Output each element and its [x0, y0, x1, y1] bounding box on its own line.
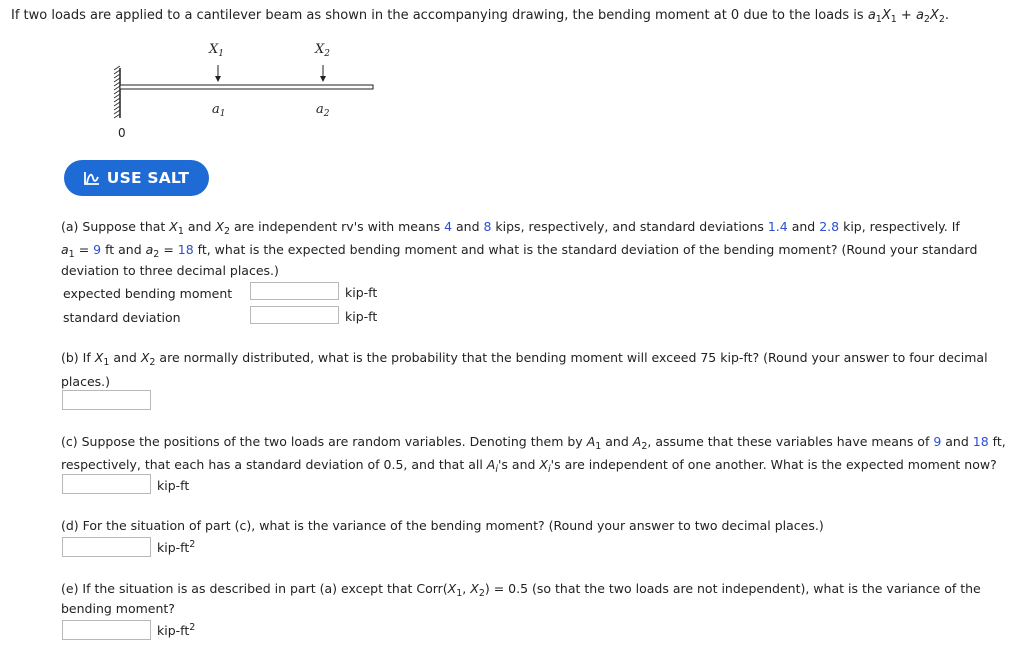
probability-input[interactable] [62, 390, 151, 410]
cantilever-beam-diagram [112, 38, 382, 151]
var-a1: a [867, 8, 876, 23]
text: ft, what is the expected bending moment and what is the standard deviation of the bending moment? (Round your standard [193, 242, 978, 257]
plus-sign: + [896, 8, 916, 23]
text: ft and [101, 242, 146, 257]
part-a-line3: deviation to three decimal places.) [61, 263, 279, 278]
var-x1: X [447, 581, 457, 596]
variance-c-input[interactable] [62, 537, 151, 557]
sub: 2 [641, 441, 648, 452]
var-Ai: A [486, 457, 496, 472]
part-c-line2 [61, 457, 997, 475]
text: and [109, 350, 141, 365]
part-b-line1 [61, 350, 988, 368]
std-dev-label: standard deviation [63, 310, 181, 325]
part-a-line2 [61, 242, 978, 260]
x1-letter: X [209, 42, 219, 57]
intro-text: If two loads are applied to a cantilever beam as shown in the accompanying drawing, the bending moment at 0 due to the loads is [11, 8, 868, 23]
sub: 1 [68, 249, 75, 260]
use-salt-button[interactable] [64, 160, 209, 196]
text: , assume that these variables have means of [647, 434, 934, 449]
part-d-line1: (d) For the situation of part (c), what is the variance of the bending moment? (Round your answer to two decimal places.) [61, 518, 824, 533]
text: (e) If the situation is as described in part (a) except that Corr( [61, 581, 448, 596]
sub-2: 2 [923, 14, 930, 25]
text: ft, [988, 434, 1006, 449]
expected-moment-label: expected bending moment [63, 286, 233, 301]
part-c-line1 [61, 434, 1006, 452]
mean-A2-value: 18 [972, 434, 989, 449]
var-x2: X [929, 8, 939, 23]
expected-moment-now-input[interactable] [62, 474, 151, 494]
var-A1: A [586, 434, 596, 449]
var-a2: a [145, 242, 154, 257]
text: (c) Suppose the positions of the two loads are random variables. Denoting them by [61, 434, 587, 449]
var-x2: X [140, 350, 150, 365]
var-Xi: X [539, 457, 548, 472]
text: , [462, 581, 471, 596]
part-e-line1 [61, 581, 981, 599]
load-arrow-1-head [215, 76, 221, 82]
unit-sup: 2 [189, 622, 196, 633]
sub: i [548, 464, 551, 475]
x2-letter: X [315, 42, 325, 57]
var-x1: X [169, 219, 178, 234]
sub: 2 [153, 249, 160, 260]
part-c-unit: kip-ft [157, 478, 190, 493]
mean-2-value: 8 [483, 219, 492, 234]
label-x2 [315, 42, 330, 57]
beam-svg [112, 38, 382, 148]
sub: 1 [103, 357, 110, 368]
sub: 2 [149, 357, 156, 368]
sub: i [495, 464, 498, 475]
text: = [74, 242, 94, 257]
text: respectively, that each has a standard deviation of 0.5, and that all [61, 457, 487, 472]
text: 's and [498, 457, 540, 472]
beam [120, 85, 373, 89]
load-arrow-2-head [320, 76, 326, 82]
part-a-line1 [61, 219, 960, 237]
variance-e-input[interactable] [62, 620, 151, 640]
expected-moment-input[interactable] [250, 282, 339, 300]
text: are independent rv's with means [230, 219, 445, 234]
label-a1 [212, 102, 226, 117]
text: = [159, 242, 178, 257]
label-origin: 0 [118, 126, 126, 140]
var-x2: X [470, 581, 479, 596]
text: 's are independent of one another. What is the expected moment now? [550, 457, 997, 472]
part-e-line2: bending moment? [61, 601, 175, 616]
x2-sub: 2 [324, 49, 330, 59]
var-a1: a [61, 242, 69, 257]
x1-sub: 1 [218, 49, 224, 59]
text: and [183, 219, 216, 234]
var-x1: X [94, 350, 104, 365]
a2-sub: 2 [323, 109, 330, 119]
sd-1-value: 1.4 [767, 219, 788, 234]
a1-sub: 1 [219, 109, 226, 119]
label-a2 [316, 102, 330, 117]
part-e-unit [157, 623, 195, 638]
part-d-unit [157, 540, 195, 555]
label-x1 [209, 42, 224, 57]
var-a2: a [915, 8, 924, 23]
sub: 1 [177, 226, 184, 237]
problem-intro [11, 8, 949, 23]
sub-1: 1 [875, 14, 882, 25]
sub: 2 [223, 226, 231, 237]
text: kips, respectively, and standard deviations [491, 219, 768, 234]
text: and [452, 219, 484, 234]
a2-value: 18 [177, 242, 194, 257]
salt-chart-icon [84, 171, 100, 185]
use-salt-label: USE SALT [106, 169, 190, 187]
sub: 2 [478, 588, 485, 599]
a2-letter: a [316, 102, 324, 117]
unit-text: kip-ft [157, 540, 190, 555]
sub-2: 2 [938, 14, 945, 25]
std-dev-input[interactable] [250, 306, 339, 324]
sd-2-value: 2.8 [819, 219, 840, 234]
a1-value: 9 [93, 242, 102, 257]
sub-1: 1 [890, 14, 897, 25]
expected-moment-unit: kip-ft [345, 285, 378, 300]
text: are normally distributed, what is the probability that the bending moment will exceed 75 kip-ft? (Round your answer to four decimal [155, 350, 988, 365]
part-b-line2: places.) [61, 374, 110, 389]
std-dev-unit: kip-ft [345, 309, 378, 324]
mean-A1-value: 9 [933, 434, 942, 449]
sub: 1 [595, 441, 602, 452]
text: ) = 0.5 (so that the two loads are not independent), what is the variance of the [484, 581, 981, 596]
sub: 1 [456, 588, 463, 599]
text: kip, respectively. If [839, 219, 960, 234]
text: (b) If [61, 350, 95, 365]
text: and [787, 219, 820, 234]
period: . [944, 8, 950, 23]
mean-1-value: 4 [444, 219, 453, 234]
wall-hatching [114, 66, 120, 118]
var-A2: A [632, 434, 642, 449]
unit-sup: 2 [189, 539, 196, 550]
var-x2: X [215, 219, 224, 234]
text: and [601, 434, 633, 449]
text: (a) Suppose that [61, 219, 170, 234]
text: and [941, 434, 973, 449]
a1-letter: a [212, 102, 220, 117]
var-x1: X [881, 8, 891, 23]
unit-text: kip-ft [157, 623, 190, 638]
